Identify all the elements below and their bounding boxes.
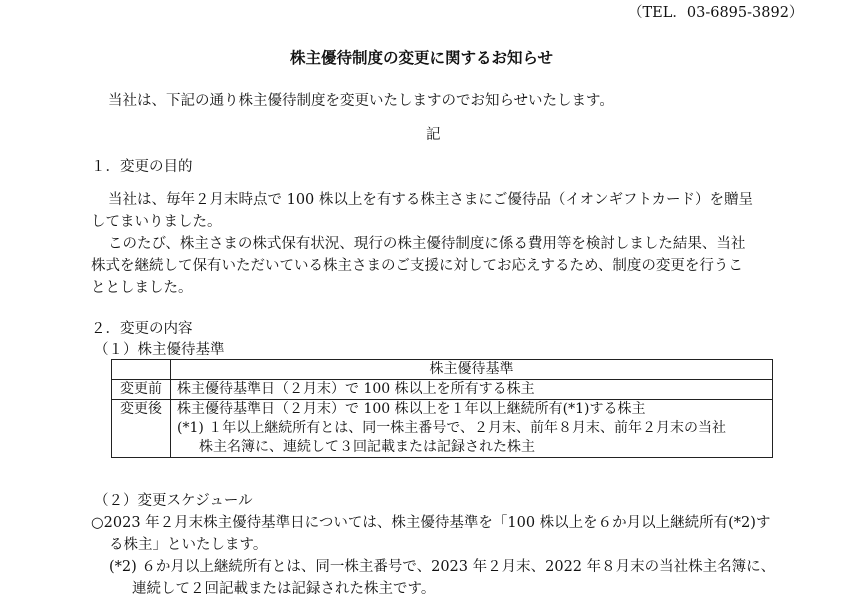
schedule-line2: る株主」といたします。 xyxy=(109,537,268,553)
table-corner-cell xyxy=(112,360,171,380)
schedule-line1: ○2023 年２月末株主優待基準日については、株主優待基準を「100 株以上を６か月以上継続所有(*2)す xyxy=(91,515,771,531)
row-label-after: 変更後 xyxy=(112,400,171,458)
section1-para1-line2: してまいりました。 xyxy=(91,214,222,230)
ki-label: 記 xyxy=(426,127,441,143)
section2-heading: ２．変更の内容 xyxy=(91,321,193,337)
note1-line1: (*1) １年以上継続所有とは、同一株主番号で、２月末、前年８月末、前年２月末の当社 xyxy=(177,420,726,436)
table-header-row xyxy=(112,360,773,380)
contact-phone: （TEL．03-6895-3892） xyxy=(628,5,804,21)
page-title: 株主優待制度の変更に関するお知らせ xyxy=(290,49,554,67)
note1-line2: 株主名簿に、連続して３回記載または記録された株主 xyxy=(199,439,535,455)
section1-para1-line1: 当社は、毎年２月末時点で 100 株以上を有する株主さまにご優待品（イオンギフトカード）を贈呈 xyxy=(108,192,754,208)
criteria-after-text: 株主優待基準日（２月末）で 100 株以上を１年以上継続所有(*1)する株主 xyxy=(177,401,646,417)
table-row xyxy=(112,380,773,400)
note2-line1: (*2) ６か月以上継続所有とは、同一株主番号で、2023 年２月末、2022 年８月末の当社株主名簿に、 xyxy=(109,559,776,575)
section1-para2-line1: このたび、株主さまの株式保有状況、現行の株主優待制度に係る費用等を検討しました結果、当社 xyxy=(108,236,746,252)
note2-line2: 連続して２回記載または記録された株主です。 xyxy=(132,581,436,597)
section2-sub1: （１）株主優待基準 xyxy=(94,342,225,358)
row-label-before: 変更前 xyxy=(112,380,171,400)
section1-para2-line2: 株式を継続して保有いただいている株主さまのご支援に対してお応えするため、制度の変更を行うこ xyxy=(91,258,743,274)
section2-sub2: （２）変更スケジュール xyxy=(94,493,253,509)
row-content-before xyxy=(171,380,773,400)
row-content-after xyxy=(171,400,773,458)
intro-text: 当社は、下記の通り株主優待制度を変更いたしますのでお知らせいたします。 xyxy=(108,93,614,109)
criteria-table xyxy=(111,359,773,458)
criteria-before-text: 株主優待基準日（２月末）で 100 株以上を所有する株主 xyxy=(177,381,535,397)
section1-heading: １．変更の目的 xyxy=(91,159,193,175)
table-header-cell: 株主優待基準 xyxy=(171,360,773,380)
section1-para2-line3: ととしました。 xyxy=(91,280,193,296)
table-row xyxy=(112,400,773,458)
